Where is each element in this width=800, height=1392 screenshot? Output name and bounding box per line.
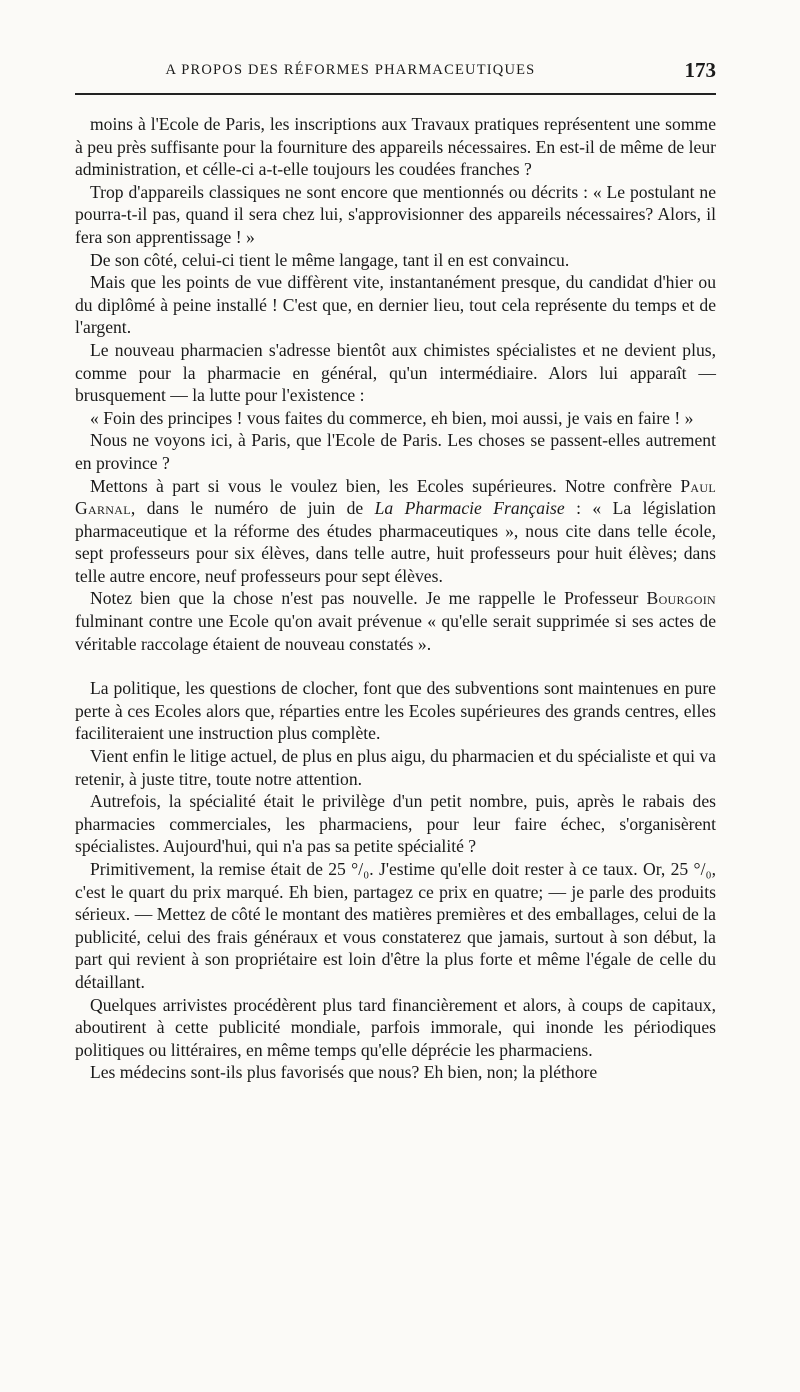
professor-name: Bourgoin	[646, 588, 716, 609]
paragraph-text: Notez bien que la chose n'est pas nouvelle. Je me rappelle le Professeur	[90, 588, 647, 609]
paragraph: Primitivement, la remise était de 25 °/₀. J'estime qu'elle doit rester à ce taux. Or, 25 °/₀, c'est le quart du prix marqué. Eh bien, partagez ce prix en quatre; — je parle des produits sérieux. — Mettez de côté le montant des matières premières et des emballages, celui de la publicité, celui des frais généraux et vous constaterez que jamais, surtout à son début, la part qui revient à son propriétaire est loin d'être la plus forte et même l'égale de celle du détaillant.	[75, 859, 716, 992]
paragraph: Autrefois, la spécialité était le privilège d'un petit nombre, puis, après le rabais des pharmacies commerciales, les pharmaciens, pour leur faire échec, s'organisèrent spécialistes. Aujourd'hui, qui n'a pas sa petite spécialité ?	[75, 791, 716, 857]
paragraph: Quelques arrivistes procédèrent plus tard financièrement et alors, à coups de capitaux, aboutirent à cette publicité mondiale, parfois immorale, qui inonde les périodiques politiques ou littéraires, en même temps qu'elle déprécie les pharmaciens.	[75, 994, 716, 1060]
paragraph: moins à l'Ecole de Paris, les inscriptions aux Travaux pratiques représentent une somme à peu près suffisante pour la fourniture des appareils nécessaires. En est-il de même de leur administration, et célle-ci a-t-elle toujours les coudées franches ?	[75, 114, 716, 180]
paragraph: Vient enfin le litige actuel, de plus en plus aigu, du pharmacien et du spécialiste et qui va retenir, à juste titre, toute notre attention.	[75, 746, 716, 789]
paragraph: La politique, les questions de clocher, font que des subventions sont maintenues en pure perte à ces Ecoles alors que, réparties entre les Ecoles supérieures des grands centres, elles faciliteraient une instruction plus complète.	[75, 678, 716, 744]
author-name: Paul Garnal	[75, 475, 716, 519]
paragraph: Le nouveau pharmacien s'adresse bientôt aux chimistes spécialistes et ne devient plus, comme pour la pharmacie en général, qu'un intermédiaire. Alors lui apparaît — brusquement — la lutte pour l'existence :	[75, 339, 716, 406]
body-text	[75, 113, 716, 1084]
paragraph: De son côté, celui-ci tient le même langage, tant il en est convaincu.	[90, 249, 570, 270]
paragraph-text: : « La législation pharmaceutique et la réforme des études pharmaceutiques », nous cite dans telle école, sept professeurs pour six élèves, dans telle autre, huit professeurs pour huit élèves; dans telle autre encore, neuf professeurs pour sept élèves.	[75, 498, 716, 586]
paragraph: Mais que les points de vue diffèrent vite, instantanément presque, du candidat d'hier ou du diplômé à peine installé ! C'est que, en dernier lieu, tout cela représente du temps et de l'argent.	[75, 272, 716, 338]
paragraph-text: , dans le numéro de juin de	[130, 498, 375, 519]
paragraph-text: fulminant contre une Ecole qu'on avait prévenue « qu'elle serait supprimée si ses actes de véritable raccolage étaient de nouveau constatés ».	[75, 611, 716, 654]
paragraph: Nous ne voyons ici, à Paris, que l'Ecole de Paris. Les choses se passent-elles autrement en province ?	[75, 430, 716, 473]
paragraph: « Foin des principes ! vous faites du commerce, eh bien, moi aussi, je vais en faire ! »	[90, 407, 694, 428]
paragraph-text: Mettons à part si vous le voulez bien, les Ecoles supérieures. Notre confrère	[90, 475, 681, 496]
paragraph	[75, 587, 716, 655]
header-rule	[75, 93, 716, 95]
page-header	[75, 58, 716, 88]
journal-title: La Pharmacie Française	[374, 498, 565, 519]
paragraph: Les médecins sont-ils plus favorisés que nous? Eh bien, non; la pléthore	[90, 1062, 598, 1083]
paragraph: Trop d'appareils classiques ne sont encore que mentionnés ou décrits : « Le postulant ne pourra-t-il pas, quand il sera chez lui, s'approvisionner des appareils nécessaires? Alors, il fera son apprentissage ! »	[75, 181, 716, 247]
paragraph	[75, 475, 716, 588]
running-title: A PROPOS DES RÉFORMES PHARMACEUTIQUES	[165, 62, 536, 78]
page-number: 173	[684, 58, 716, 82]
